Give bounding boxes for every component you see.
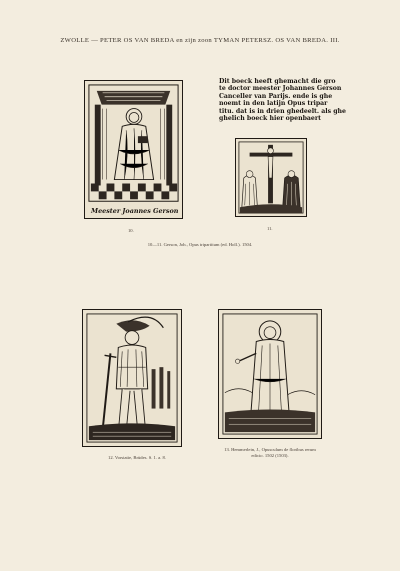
figure-number-10: 10. [128,228,134,233]
caption-figure-13-line2: edicio. 1502 (1503). [251,453,289,458]
woodcut-figure-10 [84,80,183,219]
woodcut-figure-11 [235,138,307,217]
woodcut-figure-12 [82,309,182,447]
plate-caption-gerson: Meester Joannes Gerson [91,207,179,215]
woodcut-figure-13 [218,309,322,439]
woodcut-crucifixion [236,139,306,216]
blackletter-line: Dit boeck heeft ghemacht die gro [219,78,336,85]
caption-figure-13-line1: 13. Hemmerlein, J., Opusculum de floribus rerum [224,447,316,452]
caption-figure-13 [208,447,332,459]
woodcut-standing-knight [83,310,181,446]
page-header: ZWOLLE — PETER OS VAN BREDA en zijn zoon TYMAN PETERSZ. OS VAN BREDA. III. [60,37,340,44]
blackletter-line: te doctor meester Johannes Gerson [219,85,342,93]
woodcut-enthroned-scholar [85,81,182,218]
caption-figure-12: 12. Vorstatie, Brüdes. S. 1. a. 8. [108,455,166,460]
blackletter-line: Canceller van Parijs. ende is ghe [219,92,333,100]
blackletter-line: ghelich boeck hier openbaert [219,115,321,123]
caption-figures-10-11: 10—11. Gerson, Joh., Opus tripartitum (ed. Holl.). 1504. [147,242,253,247]
blackletter-line: noemt in den latijn Opus tripar [219,100,328,108]
blackletter-line: titu. dat is in drien ghedeelt. als ghe [219,107,346,115]
figure-number-11: 11. [267,226,273,231]
blackletter-text-block [219,78,346,122]
woodcut-standing-saint [219,310,321,438]
